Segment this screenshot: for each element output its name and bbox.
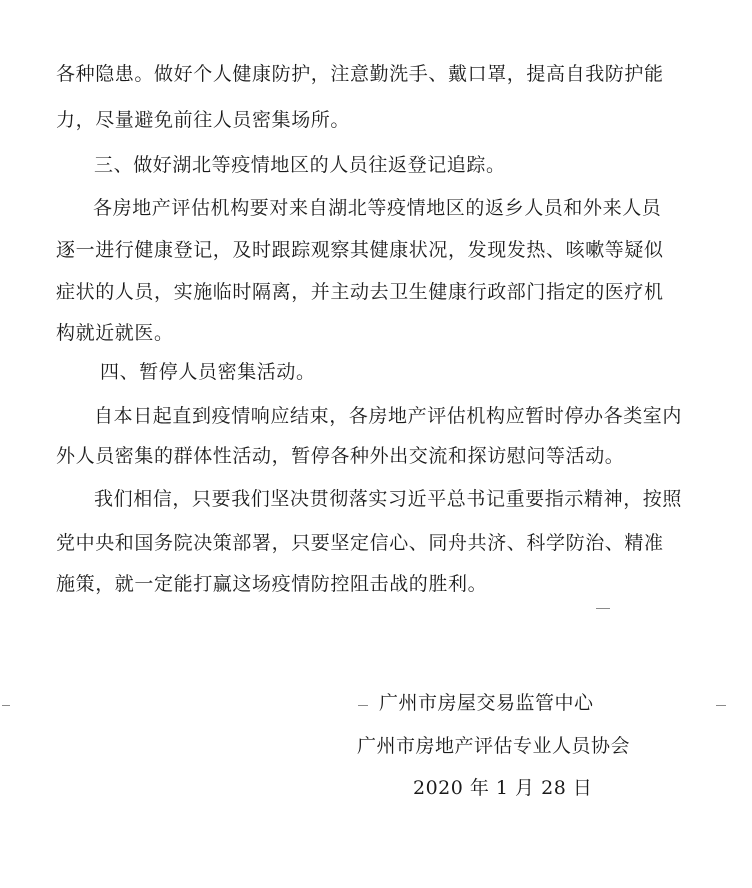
body-line-10: 外人员密集的群体性活动，暂停各种外出交流和探访慰问等活动。 xyxy=(56,445,625,467)
body-line-7: 构就近就医。 xyxy=(56,322,174,344)
margin-mark xyxy=(358,705,368,706)
body-line-6: 症状的人员，实施临时隔离，并主动去卫生健康行政部门指定的医疗机 xyxy=(56,281,664,303)
body-line-9: 自本日起直到疫情响应结束，各房地产评估机构应暂时停办各类室内 xyxy=(94,405,683,427)
margin-mark xyxy=(2,705,10,706)
signature-date: 2020 年 1 月 28 日 xyxy=(413,777,593,799)
body-line-4: 各房地产评估机构要对来自湖北等疫情地区的返乡人员和外来人员 xyxy=(93,197,662,219)
body-line-12: 党中央和国务院决策部署，只要坚定信心、同舟共济、科学防治、精准 xyxy=(56,532,664,554)
margin-mark xyxy=(716,705,726,706)
section-heading-3: 三、做好湖北等疫情地区的人员往返登记追踪。 xyxy=(94,154,506,176)
margin-mark xyxy=(596,608,610,609)
signature-org-1: 广州市房屋交易监管中心 xyxy=(379,692,594,714)
body-line-13: 施策，就一定能打赢这场疫情防控阻击战的胜利。 xyxy=(56,573,488,595)
body-line-2: 力，尽量避免前往人员密集场所。 xyxy=(56,109,351,131)
body-line-1: 各种隐患。做好个人健康防护，注意勤洗手、戴口罩，提高自我防护能 xyxy=(56,63,664,85)
body-line-5: 逐一进行健康登记，及时跟踪观察其健康状况，发现发热、咳嗽等疑似 xyxy=(56,239,664,261)
signature-org-2: 广州市房地产评估专业人员协会 xyxy=(357,735,631,757)
body-line-11: 我们相信，只要我们坚决贯彻落实习近平总书记重要指示精神，按照 xyxy=(94,488,683,510)
section-heading-4: 四、暂停人员密集活动。 xyxy=(100,361,316,383)
